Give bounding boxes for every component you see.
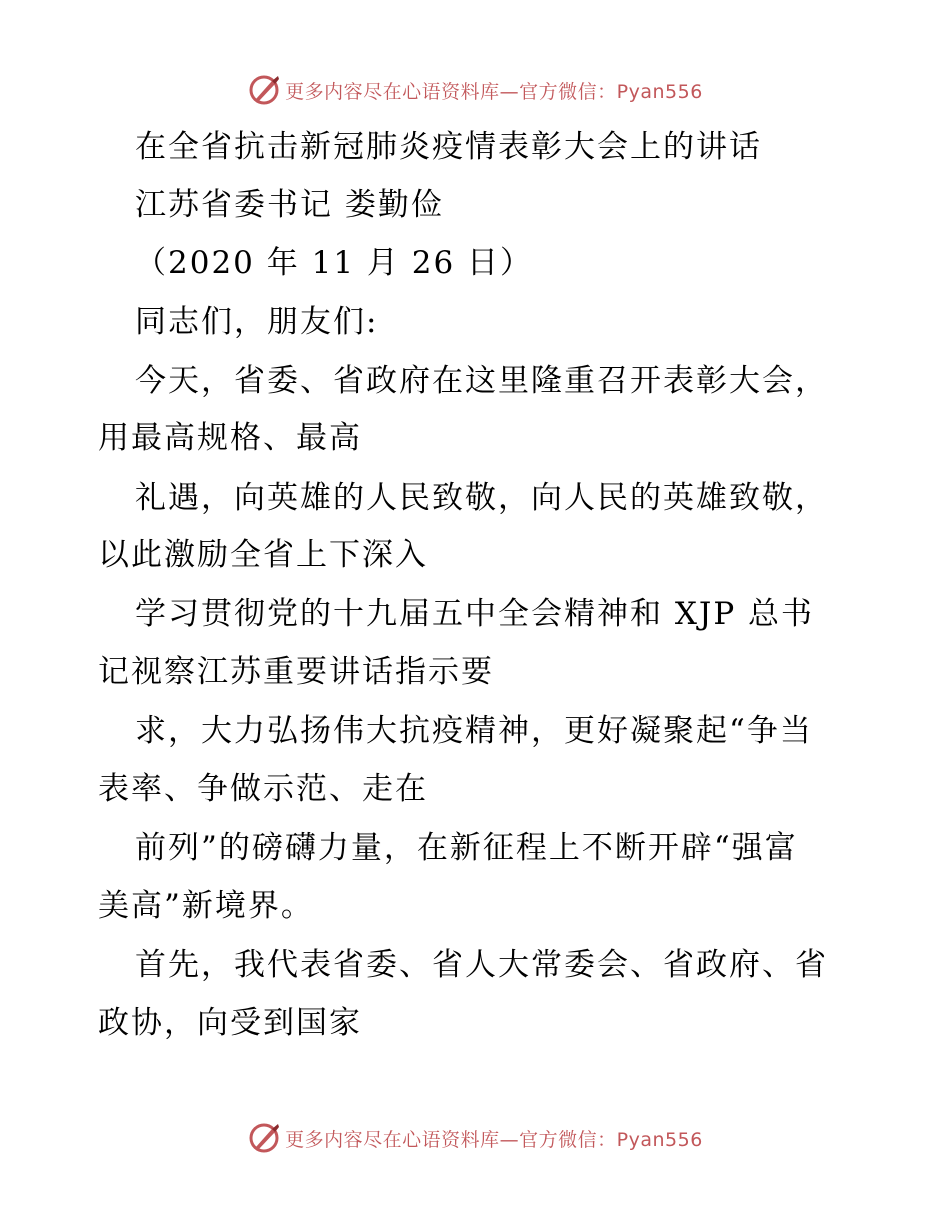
paragraph-line: 用最高规格、最高: [98, 420, 362, 456]
paragraph-line: 学习贯彻党的十九届五中全会精神和 XJP 总书: [135, 596, 815, 632]
document-author: 江苏省委书记 娄勤俭: [135, 187, 444, 223]
paragraph-line: 记视察江苏重要讲话指示要: [98, 654, 494, 690]
document-title: 在全省抗击新冠肺炎疫情表彰大会上的讲话: [135, 129, 762, 165]
paragraph-line: 首先，我代表省委、省人大常委会、省政府、省: [135, 947, 828, 983]
watermark-text: 更多内容尽在心语资料库—官方微信：Pyan556: [285, 80, 703, 103]
quill-pen-logo-icon: [247, 73, 283, 107]
quill-pen-logo-icon: [247, 1121, 283, 1155]
watermark-text: 更多内容尽在心语资料库—官方微信：Pyan556: [285, 1128, 703, 1151]
paragraph-line: 以此激励全省上下深入: [98, 537, 428, 573]
paragraph-line: 求，大力弘扬伟大抗疫精神，更好凝聚起“争当: [135, 713, 813, 749]
paragraph-line: 礼遇，向英雄的人民致敬，向人民的英雄致敬，: [135, 480, 828, 516]
watermark-footer: [0, 1118, 950, 1158]
watermark-header: [0, 70, 950, 110]
document-salutation: 同志们，朋友们:: [135, 304, 379, 340]
paragraph-line: 美高”新境界。: [98, 888, 314, 924]
paragraph-line: 表率、争做示范、走在: [98, 771, 428, 807]
paragraph-line: 政协，向受到国家: [98, 1005, 362, 1041]
paragraph-line: 前列”的磅礴力量，在新征程上不断开辟“强富: [135, 830, 798, 866]
document-date: （2020 年 11 月 26 日）: [135, 245, 534, 281]
paragraph-line: 今天，省委、省政府在这里隆重召开表彰大会，: [135, 363, 828, 399]
